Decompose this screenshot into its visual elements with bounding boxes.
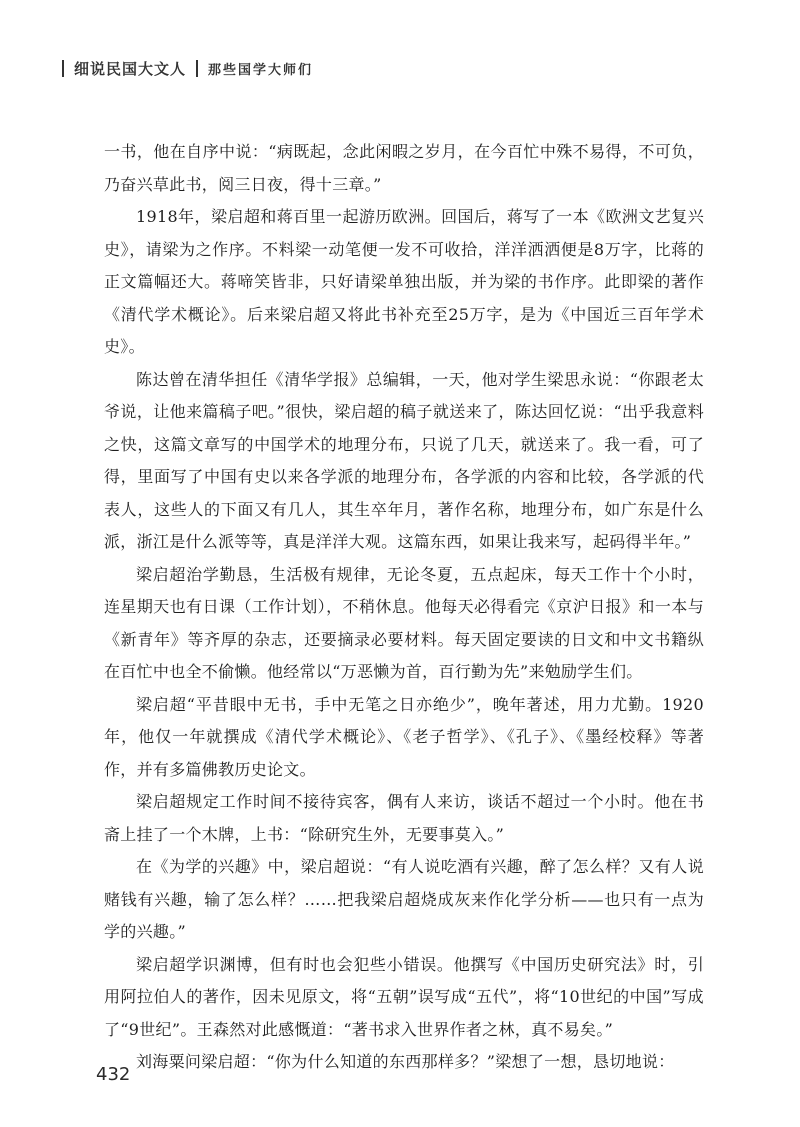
paragraph: 1918年，梁启超和蒋百里一起游历欧洲。回国后，蒋写了一本《欧洲文艺复兴史》，请梁为之作序。不料梁一动笔便一发不可收拾，洋洋洒洒便是8万字，比蒋的正文篇幅还大。蒋啼笑皆非，只好请梁单独出版，并为梁的书作序。此即梁的著作《清代学术概论》。后来梁启超又将此书补充至25万字，是为《中国近三百年学术史》。 [104, 207, 704, 356]
paragraph: 在《为学的兴趣》中，梁启超说：“有人说吃酒有兴趣，醉了怎么样？又有人说赌钱有兴趣，输了怎么样？……把我梁启超烧成灰来作化学分析——也只有一点为学的兴趣。” [104, 857, 704, 941]
running-header [62, 58, 313, 79]
paragraph: 梁启超治学勤恳，生活极有规律，无论冬夏，五点起床，每天工作十个小时，连星期天也有日课（工作计划），不稍休息。他每天必得看完《京沪日报》和一本与《新青年》等齐厚的杂志，还要摘录必要材料。每天固定要读的日文和中文书籍纵在百忙中也全不偷懒。他经常以“万恶懒为首，百行勤为先”来勉励学生们。 [104, 564, 704, 681]
header-divider-middle [196, 60, 198, 77]
paragraph: 梁启超学识渊博，但有时也会犯些小错误。他撰写《中国历史研究法》时，引用阿拉伯人的著作，因未见原文，将“五朝”误写成“五代”，将“10世纪的中国”写成了“9世纪”。王森然对此感慨道：“著书求入世界作者之林，真不易矣。” [104, 954, 704, 1039]
book-title: 细说民国大文人 [74, 60, 187, 78]
paragraph: 一书，他在自序中说：“病既起，念此闲暇之岁月，在今百忙中殊不易得，不可负，乃奋兴草此书，阅三日夜，得十三章。” [104, 142, 704, 194]
paragraph: 陈达曾在清华担任《清华学报》总编辑，一天，他对学生梁思永说：“你跟老太爷说，让他来篇稿子吧。”很快，梁启超的稿子就送来了，陈达回忆说：“出乎我意料之快，这篇文章写的中国学术的地理分布，只说了几天，就送来了。我一看，可了得，里面写了中国有史以来各学派的地理分布，各学派的内容和比较，各学派的代表人，这些人的下面又有几人，其生卒年月，著作名称，地理分布，如广东是什么派，浙江是什么派等等，真是洋洋大观。这篇东西，如果让我来写，起码得半年。” [104, 369, 704, 551]
section-title: 那些国学大师们 [208, 63, 314, 78]
page-number: 432 [96, 1064, 131, 1085]
paragraph: 梁启超规定工作时间不接待宾客，偶有人来访，谈话不超过一个小时。他在书斋上挂了一个木牌，上书：“除研究生外，无要事莫入。” [104, 792, 704, 844]
paragraph: 刘海粟问梁启超：“你为什么知道的东西那样多？”梁想了一想，恳切地说： [136, 1052, 675, 1071]
body-text [104, 136, 704, 1079]
header-divider-left [62, 60, 64, 77]
paragraph: 梁启超“平昔眼中无书，手中无笔之日亦绝少”，晚年著述，用力尤勤。1920年，他仅一年就撰成《清代学术概论》、《老子哲学》、《孔子》、《墨经校释》等著作，并有多篇佛教历史论文。 [104, 694, 704, 779]
